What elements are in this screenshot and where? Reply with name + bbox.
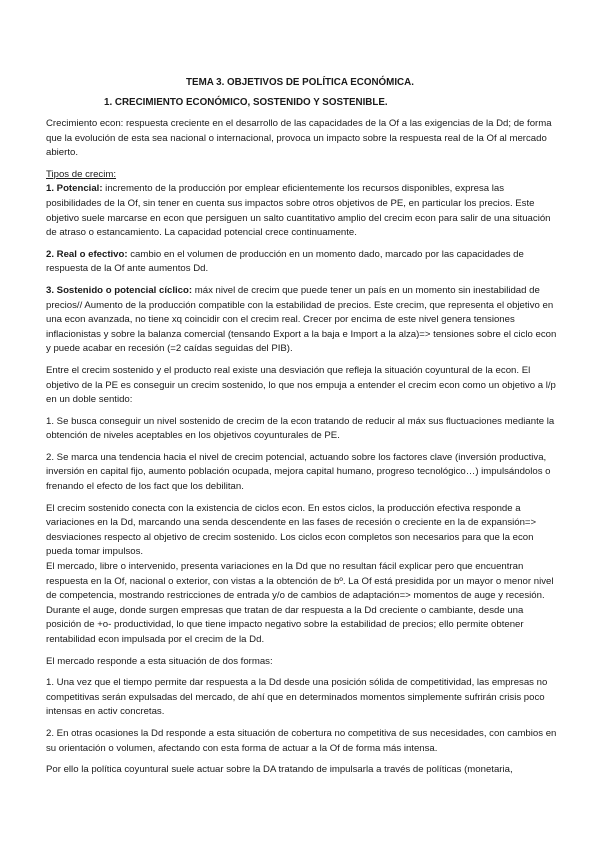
paragraph-final: Por ello la política coyuntural suele actuar sobre la DA tratando de impulsarla a través de políticas (monetaria, xyxy=(46,764,513,776)
tipo-real-text: cambio en el volumen de producción en un momento dado, marcado por las capacidades de respuesta de la Of ante aumentos Dd. xyxy=(46,248,524,275)
paragraph-responde: El mercado responde a esta situación de dos formas: xyxy=(46,655,273,667)
paragraph-mercado: El mercado, libre o intervenido, presenta variaciones en la Dd que no resultan fácil explicar pero que encuentran respuesta en la Of, nacional o exterior, con vistas a la obtención de bº. La Of está presidida por un mayor o menor nivel de competencia, mostrando restricciones de entrada y/o de cambios de adaptación=> momentos de auge y recesión. Durante el auge, donde surgen empresas que tratan de dar respuesta a la Dd creciente o cambiante, desde una posición de +o- productividad, lo que tiene impacto negativo sobre la estabilidad de precios; ello permite obtener rentabilidad econ impulsada por el crecim de la Dd. xyxy=(46,561,554,645)
tipos-heading xyxy=(46,168,558,183)
paragraph-tipo-real xyxy=(46,248,558,277)
paragraph-ciclos: El crecim sostenido conecta con la existencia de ciclos econ. En estos ciclos, la producción efectiva responde a variaciones en la Dd, marcando una senda descendente en las fases de recesión o creciente en la de expansión=> desviaciones respecto al objetivo de crecim sostenido. Los ciclos econ completos son necesarios para que la econ pueda tomar impulsos. xyxy=(46,502,537,558)
paragraph-sentido-2: 2. Se marca una tendencia hacia el nivel de crecim potencial, actuando sobre los factores clave (inversión productiva, inversión en capital fijo, aumento población ocupada, mejora capital humano, progreso tecnológico…) impulsándolos o frenando el efecto de los fact que los debilitan. xyxy=(46,451,551,493)
tipo-potencial-text: incremento de la producción por emplear eficientemente los recursos disponibles, expresa las posibilidades de la Of, sin tener en cuenta sus impactos sobre otros objetivos de PE, en particular los precios. Este objetivo suele marcarse en econ que persiguen un salto cuantitativo amplio del crecim econ para salir de una situación de atraso o estancamiento. La capacidad potencial crece continuamente. xyxy=(46,183,551,239)
tipos-heading-text: Tipos de crecim: xyxy=(46,168,117,180)
tipo-sostenido-label: 3. Sostenido o potencial cíclico: xyxy=(46,284,193,296)
paragraph-tipo-potencial xyxy=(46,182,558,240)
document-title: TEMA 3. OBJETIVOS DE POLÍTICA ECONÓMICA. xyxy=(186,77,414,88)
paragraph-forma-2: 2. En otras ocasiones la Dd responde a esta situación de cobertura no competitiva de sus necesidades, con cambios en su orientación o volumen, afectando con esta forma de actuar a la Of de forma más intensa. xyxy=(46,727,557,754)
tipo-real-label: 2. Real o efectivo: xyxy=(46,248,128,260)
paragraph-crecimiento: Crecimiento econ: respuesta creciente en el desarrollo de las capacidades de la Of a las exigencias de la Dd; de forma que la evolución de esta sea nacional o internacional, provoca un impacto sobre la respuesta real de la Of al mercado abierto. xyxy=(46,118,552,159)
tipo-potencial-label: 1. Potencial: xyxy=(46,183,103,195)
document-body xyxy=(46,117,558,785)
paragraph-entre: Entre el crecim sostenido y el producto real existe una desviación que refleja la situación coyuntural de la econ. El objetivo de la PE es conseguir un crecim sostenido, lo que nos empuja a entender el crecim econ como un objetivo a l/p en un doble sentido: xyxy=(46,364,556,406)
paragraph-tipo-sostenido xyxy=(46,284,558,357)
paragraph-sentido-1: 1. Se busca conseguir un nivel sostenido de crecim de la econ tratando de reducir al máx sus fluctuaciones mediante la obtención de niveles aceptables en los objetivos coyunturales de PE. xyxy=(46,415,555,442)
paragraph-forma-1: 1. Una vez que el tiempo permite dar respuesta a la Dd desde una posición sólida de competitividad, las empresas no competitivas serán expulsadas del mercado, de ahí que en determinados momentos simplemente sufrirán crisis poco intensas en activ concretas. xyxy=(46,677,548,718)
section-heading: 1. CRECIMIENTO ECONÓMICO, SOSTENIDO Y SOSTENIBLE. xyxy=(104,97,388,108)
tipo-sostenido-text: máx nivel de crecim que puede tener un país en un momento sin inestabilidad de precios// Aumento de la producción compatible con la estabilidad de precios. Este crecim, que representa el objetivo en una econ avanzada, no tiene xq coincidir con el crecim real. Crecer por encima de este nivel genera tensiones inflacionistas y sobre la balanza comercial (tensando Export a la baja e Import a la alza)=> tensiones sobre el ciclo econ y puede acabar en recesión (=2 caídas seguidas del PIB). xyxy=(46,284,557,355)
